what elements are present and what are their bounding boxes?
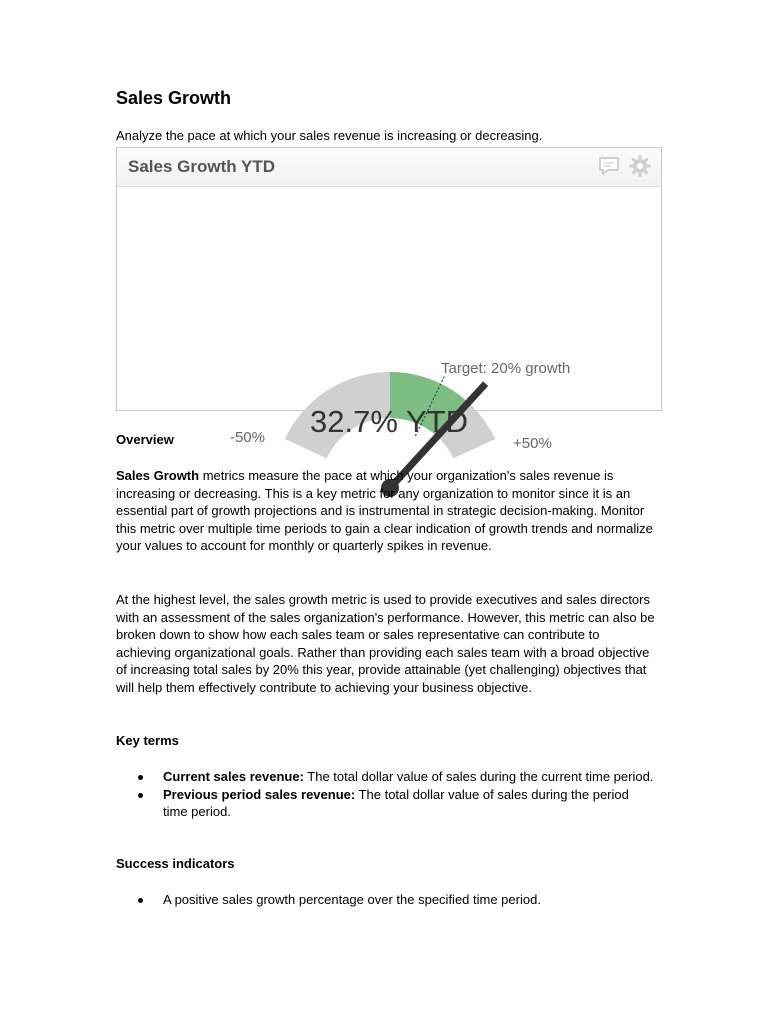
- list-item: [116, 786, 656, 821]
- term-label: Current sales revenue:: [163, 769, 304, 784]
- overview-p1-bold: Sales Growth: [116, 468, 200, 483]
- gauge-max-label: +50%: [513, 435, 552, 452]
- widget-title: Sales Growth YTD: [128, 157, 276, 176]
- key-terms-list: [116, 768, 656, 821]
- gauge-min-label: -50%: [229, 429, 265, 446]
- term-description: The total dollar value of sales during the period time period.: [163, 786, 629, 820]
- gauge-value-label: 32.7% YTD: [310, 404, 468, 439]
- gauge-target-label: Target: 20% growth: [441, 360, 571, 377]
- list-item: [116, 891, 656, 909]
- term-label: Previous period sales revenue:: [163, 786, 356, 802]
- overview-p1-text: metrics measure the pace at which your organization's sales revenue is increasing or decreasing. This is a key metric for any organization to monitor since it is an essential part of growth projections and is instrumental in strategic decision-making. Monitor this metric over multiple time periods to gain a clear indication of growth trends and normalize your values to account for monthly or quarterly spikes in revenue.: [116, 468, 653, 554]
- comment-icon[interactable]: [597, 154, 621, 178]
- page-title: Sales Growth: [116, 88, 232, 108]
- key-terms-heading: Key terms: [116, 733, 179, 748]
- gear-icon[interactable]: [628, 154, 652, 178]
- success-list: [116, 891, 656, 909]
- term-description: The total dollar value of sales during the current time period.: [303, 769, 654, 784]
- overview-paragraph-1: [116, 467, 656, 555]
- intro-text: Analyze the pace at which your sales revenue is increasing or decreasing.: [116, 128, 543, 143]
- overview-paragraph-2: At the highest level, the sales growth metric is used to provide executives and sales directors with an assessment of the sales organization's performance. However, this metric can also be broken down to show how each sales team or sales representative can contribute to achieving organizational goals. Rather than providing each sales team with a broad objective of increasing total sales by 20% this year, provide attainable (yet challenging) objectives that will help them effectively contribute to achieving your business objective.: [116, 592, 655, 695]
- widget-header: [117, 148, 661, 187]
- list-item: [116, 768, 656, 786]
- overview-heading: Overview: [116, 432, 174, 447]
- success-item-text: A positive sales growth percentage over the specified time period.: [163, 892, 541, 907]
- success-heading: Success indicators: [116, 856, 235, 871]
